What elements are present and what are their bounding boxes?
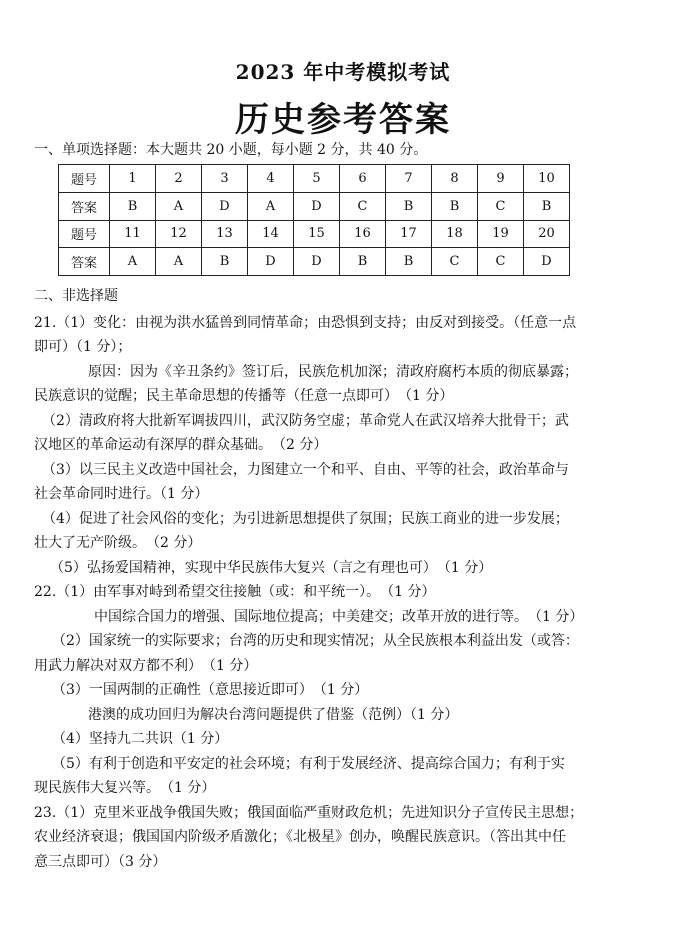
document-subtitle: 历史参考答案 — [235, 100, 451, 140]
answer-line: 即可）（1 分）； — [34, 339, 132, 355]
table-cell: 17 — [386, 220, 432, 248]
answer-line: （4）坚持九二共识（1 分） — [52, 731, 229, 747]
table-cell: A — [110, 248, 156, 276]
table-cell: 20 — [524, 220, 570, 248]
answer-line: 中国综合国力的增强、国际地位提高；中美建交；改革开放的进行等。 （1 分） — [94, 609, 584, 625]
table-cell: 11 — [110, 220, 156, 248]
answer-line: （2）国家统一的实际要求；台湾的历史和现实情况；从全民族根本利益出发（或答： — [52, 633, 579, 649]
answer-line: （5）有利于创造和平安定的社会环境；有利于发展经济、提高综合国力；有利于实 — [52, 756, 565, 772]
answer-line: （3）以三民主义改造中国社会，力图建立一个和平、自由、平等的社会，政治革命与 — [42, 462, 569, 478]
table-row — [59, 165, 570, 193]
answer-line: （5）弘扬爱国精神，实现中华民族伟大复兴（言之有理也可） （1 分） — [50, 560, 493, 576]
section2-heading: 二、非选择题 — [34, 288, 118, 304]
table-cell: A — [248, 192, 294, 220]
table-cell: 9 — [478, 165, 524, 193]
table-row — [59, 220, 570, 248]
answer-line: （4）促进了社会风俗的变化；为引进新思想提供了氛围；民族工商业的进一步发展； — [42, 511, 569, 527]
answer-line: 汉地区的革命运动有深厚的群众基础。 （2 分） — [34, 437, 328, 453]
answer-line: 农业经济衰退；俄国国内阶级矛盾激化；《北极星》创办，唤醒民族意识。（答出其中任 — [34, 829, 566, 845]
table-cell: 1 — [110, 165, 156, 193]
table-cell: A — [156, 248, 202, 276]
table-cell: D — [524, 248, 570, 276]
table-cell: 16 — [340, 220, 386, 248]
answer-line: 民族意识的觉醒；民主革命思想的传播等（任意一点即可） （1 分） — [34, 388, 454, 404]
table-cell: B — [110, 192, 156, 220]
exam-title: 2023 年中考模拟考试 — [235, 60, 451, 84]
answer-line: （3）一国两制的正确性（意思接近即可） （1 分） — [52, 682, 369, 698]
answer-line: 23.（1）克里米亚战争俄国失败；俄国面临严重财政危机；先进知识分子宣传民主思想； — [34, 805, 584, 821]
table-cell: 答案 — [59, 248, 110, 276]
answer-line: 港澳的成功回归为解决台湾问题提供了借鉴（范例）（1 分） — [88, 707, 459, 723]
table-cell: 18 — [432, 220, 478, 248]
answer-line: （2）清政府将大批新军调拔四川，武汉防务空虚；革命党人在武汉培养大批骨干；武 — [42, 413, 569, 429]
answer-line: 用武力解决对双方都不利） （1 分） — [34, 658, 258, 674]
table-cell: B — [340, 248, 386, 276]
table-cell: 答案 — [59, 192, 110, 220]
table-cell: 题号 — [59, 165, 110, 193]
table-cell: 10 — [524, 165, 570, 193]
table-cell: 题号 — [59, 220, 110, 248]
table-cell: D — [202, 192, 248, 220]
table-cell: B — [386, 192, 432, 220]
table-cell: A — [156, 192, 202, 220]
table-cell: B — [432, 192, 478, 220]
table-cell: B — [202, 248, 248, 276]
table-cell: B — [524, 192, 570, 220]
table-cell: 7 — [386, 165, 432, 193]
section1-heading: 一、单项选择题：本大题共 20 小题，每小题 2 分，共 40 分。 — [34, 142, 428, 158]
table-cell: 2 — [156, 165, 202, 193]
table-cell: C — [478, 248, 524, 276]
table-cell: 13 — [202, 220, 248, 248]
table-cell: C — [478, 192, 524, 220]
table-row — [59, 192, 570, 220]
answer-line: 壮大了无产阶级。 （2 分） — [34, 535, 202, 551]
table-cell: 6 — [340, 165, 386, 193]
answer-line: 原因：因为《辛丑条约》签订后，民族危机加深；清政府腐朽本质的彻底暴露； — [88, 364, 578, 380]
answer-line: 21.（1）变化：由视为洪水猛兽到同情革命；由恐惧到支持；由反对到接受。（任意一点 — [34, 315, 577, 331]
table-cell: D — [248, 248, 294, 276]
table-cell: B — [386, 248, 432, 276]
table-cell: D — [294, 248, 340, 276]
table-cell: D — [294, 192, 340, 220]
answer-line: 22.（1）由军事对峙到希望交往接触（或：和平统一）。 （1 分） — [34, 584, 436, 600]
table-cell: 19 — [478, 220, 524, 248]
answer-line: 社会革命同时进行。（1 分） — [34, 486, 209, 502]
answer-line: 现民族伟大复兴等。 （1 分） — [34, 780, 216, 796]
table-cell: 4 — [248, 165, 294, 193]
table-cell: 3 — [202, 165, 248, 193]
answer-table — [58, 164, 570, 276]
answer-line: 意三点即可）（3 分） — [34, 854, 167, 870]
table-cell: 15 — [294, 220, 340, 248]
table-cell: C — [432, 248, 478, 276]
table-cell: 5 — [294, 165, 340, 193]
table-row — [59, 248, 570, 276]
table-cell: C — [340, 192, 386, 220]
table-cell: 12 — [156, 220, 202, 248]
table-cell: 14 — [248, 220, 294, 248]
table-cell: 8 — [432, 165, 478, 193]
